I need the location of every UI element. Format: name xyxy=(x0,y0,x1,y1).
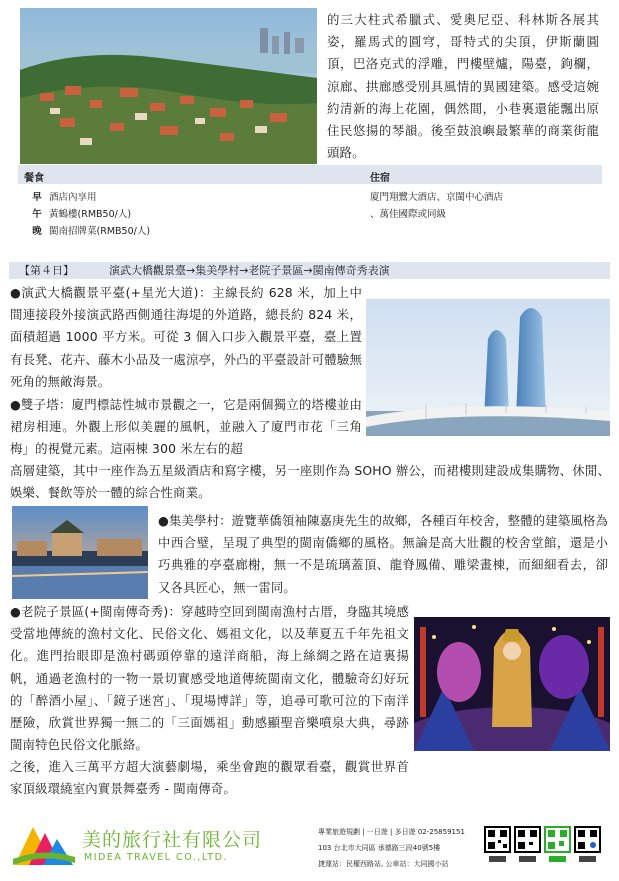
footer-services: 專業旅遊規劃 | 一日遊 | 多日遊 02-25859151 xyxy=(318,828,465,836)
minnan-show-photo xyxy=(414,617,610,751)
day-label: 【第４日】 xyxy=(19,264,74,277)
meal-table xyxy=(18,165,602,241)
meal-header: 餐食 xyxy=(24,173,44,184)
footer-address: 103 台北市大同區 承德路三段40號5樓 xyxy=(318,844,441,852)
company-logo xyxy=(13,825,75,867)
towers-section-part2: 高層建築，其中一座作為五星級酒店和寫字樓，另一座則作為 SOHO 辦公，而裙樓則建設成集購物、休閒、娛樂、餐飲等於一體的綜合性商業。 xyxy=(10,463,610,501)
line-qr-code-icon[interactable] xyxy=(514,826,541,866)
gulangyu-photo xyxy=(20,8,317,164)
meal-value: 閩南招牌菜(RMB50/人) xyxy=(49,226,151,237)
meal-row-breakfast xyxy=(28,189,97,203)
company-name-cn: 美的旅行社有限公司 xyxy=(82,829,263,851)
stay-line: 廈門翔鷺大酒店、京閩中心酒店 xyxy=(370,192,504,203)
meal-value: 酒店內享用 xyxy=(49,192,97,203)
qr-code-icon[interactable] xyxy=(484,826,511,866)
day-header-bar xyxy=(9,262,610,279)
meal-row-dinner xyxy=(28,223,150,237)
facebook-qr-code-icon[interactable] xyxy=(574,826,601,866)
towers-section-part1: ●雙子塔：廈門標誌性城市景觀之一，它是兩個獨立的塔樓並由裙房相連。外觀上形似美麗的風帆，並融入了廈門市花「三角梅」的視覺元素。這兩棟 300 米左右的超 xyxy=(10,397,362,457)
meal-table-header xyxy=(18,165,602,184)
meal-key: 午 xyxy=(32,209,42,220)
meal-key: 晚 xyxy=(32,226,42,237)
laoyuan-section-part2: 之後，進入三萬平方超大演藝劇場，乘坐會跑的觀眾看臺，觀賞世界首家頂級環繞室內實景舞臺秀 - 閩南傳奇。 xyxy=(10,759,409,797)
meal-key: 早 xyxy=(32,192,42,203)
bridge-section: ●演武大橋觀景平臺(+星光大道)：主線長約 628 米，加上中間連接段外接演武路西側通往海堤的外道路，總長約 824 米，面積超過 1000 平方米。可從 3 個入口步入觀景平臺，臺上置有長凳、花卉、藤木小品及一處涼亭，外凸的平臺設計可體驗無死角的無敵海景。 xyxy=(10,285,362,389)
jimei-section: ●集美學村：遊覽華僑領袖陳嘉庚先生的故鄉，各種百年校舍，整體的建築風格為中西合璧，呈現了典型的閩南僑鄉的風格。無論是高大壯觀的校舍堂館，還是小巧典雅的亭臺廊榭，無一不是琉璃蓋頂、龍脊鳳備、雕梁畫棟，而細細看去，卻又各具匠心，無一雷同。 xyxy=(158,513,608,595)
laoyuan-section-part1: ●老院子景區(+閩南傳奇秀)：穿越時空回到閩南漁村古厝，身臨其境感受當地傳統的漁村文化、民俗文化、媽祖文化，以及華夏五千年先祖文化。進門抬眼即是漁村碼頭停靠的遠洋商船，海上絲綢之路在這裏揚帆，通過老漁村的一物一景切實感受地道傳統閩南文化，體驗奇幻好玩的「醉酒小屋」、「鏡子迷宮」、「現場博詳」等，追尋可歌可泣的下南洋歷險，欣賞世界獨一無二的「三面媽祖」動感顯聖音樂噴泉大典，尋跡閩南特色民俗文化脈絡。 xyxy=(10,604,409,753)
intro-text: 的三大柱式希臘式、愛奧尼亞、科林斯各展其姿，羅馬式的圓穹，哥特式的尖頂，伊斯蘭圓頂，巴洛克式的浮雕，門樓壁爐，陽臺，鉤欄，涼廊、拱廊感受別具風情的異國建築。感受這婉約清新的海上花園，偶然間，小巷裏還能飄出原住民悠揚的琴韻。後至鼓浪嶼最繁華的商業街龍頭路。 xyxy=(327,12,599,161)
stay-line: 、萬佳國際或同級 xyxy=(370,209,447,220)
meal-value: 黃鶴樓(RMB50/人) xyxy=(49,209,132,220)
jimei-school-photo xyxy=(12,506,148,599)
meal-row-lunch xyxy=(28,206,131,220)
footer-transit: 捷運站：民權西路站, 公車站：大同國小站 xyxy=(318,860,449,868)
stay-header: 住宿 xyxy=(370,173,390,184)
twin-towers-photo xyxy=(366,299,610,436)
day-route: 演武大橋觀景臺→集美學村→老院子景區→閩南傳奇秀表演 xyxy=(109,264,390,277)
wechat-qr-code-icon[interactable] xyxy=(544,826,571,866)
company-name-en: MIDEA TRAVEL CO.,LTD. xyxy=(84,852,228,863)
